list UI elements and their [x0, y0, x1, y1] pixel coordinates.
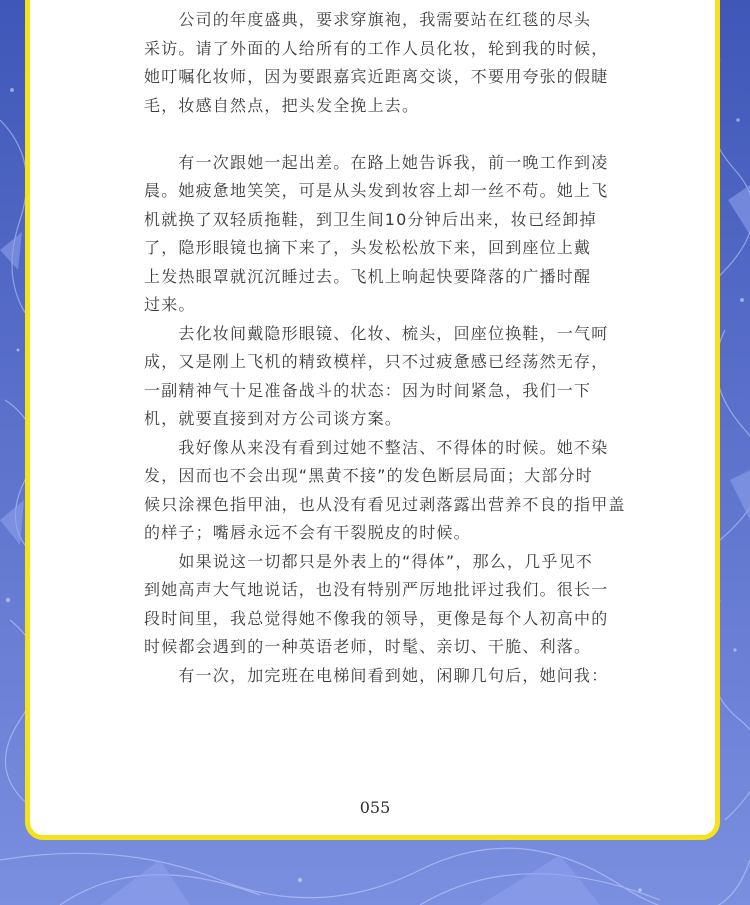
- paragraph: [144, 662, 636, 691]
- paragraph: [144, 6, 636, 120]
- text-line: 机，就要直接到对方公司谈方案。: [144, 409, 403, 428]
- text-line: 过来。: [144, 295, 196, 314]
- text-line: 毛，妆感自然点，把头发全挽上去。: [144, 95, 420, 115]
- text-line: 如果说这一切都只是外表上的“得体”，那么，几乎见不: [144, 551, 593, 571]
- text-line: 发，因而也不会出现“黑黄不接”的发色断层局面；大部分时: [144, 466, 593, 485]
- text-line: 有一次，加完班在电梯间看到她，闲聊几句后，她问我：: [144, 665, 609, 685]
- text-line: 的样子；嘴唇永远不会有干裂脱皮的时候。: [144, 523, 471, 542]
- text-line: 去化妆间戴隐形眼镜、化妆、梳头，回座位换鞋，一气呵: [144, 323, 609, 343]
- text-line: 晨。她疲惫地笑笑，可是从头发到妆容上却一丝不苟。她上飞: [144, 181, 609, 200]
- text-line: 一副精神气十足准备战斗的状态：因为时间紧急，我们一下: [144, 380, 592, 400]
- text-line: 上发热眼罩就沉沉睡过去。飞机上响起快要降落的广播时醒: [144, 266, 592, 286]
- text-line: 成，又是刚上飞机的精致模样，只不过疲惫感已经荡然无存，: [144, 352, 609, 371]
- text-line: 候只涂裸色指甲油，也从没有看见过剥落露出营养不良的指甲盖: [144, 494, 626, 514]
- text-line: 了，隐形眼镜也摘下来了，头发松松放下来，回到座位上戴: [144, 238, 592, 257]
- text-line: 她叮嘱化妆师，因为要跟嘉宾近距离交谈，不要用夸张的假睫: [144, 67, 609, 86]
- page-number: 055: [359, 798, 391, 817]
- paragraph: [144, 548, 636, 662]
- text-line: 采访。请了外面的人给所有的工作人员化妆，轮到我的时候，: [144, 38, 609, 58]
- text-line: 我好像从来没有看到过她不整洁、不得体的时候。她不染: [144, 437, 609, 457]
- text-line: 到她高声大气地说话，也没有特别严厉地批评过我们。很长一: [144, 580, 609, 599]
- paragraph: [144, 320, 636, 434]
- text-line: 段时间里，我总觉得她不像我的领导，更像是每个人初高中的: [144, 608, 609, 628]
- text-line: 有一次跟她一起出差。在路上她告诉我，前一晚工作到凌: [144, 152, 609, 172]
- body-text: [144, 6, 636, 690]
- text-line: 机就换了双轻质拖鞋，到卫生间10分钟后出来，妆已经卸掉: [144, 209, 597, 229]
- text-line: 公司的年度盛典，要求穿旗袍，我需要站在红毯的尽头: [144, 10, 592, 29]
- text-line: 时候都会遇到的一种英语老师，时髦、亲切、干脆、利落。: [144, 637, 592, 656]
- paragraph: [144, 149, 636, 320]
- paragraph: [144, 434, 636, 548]
